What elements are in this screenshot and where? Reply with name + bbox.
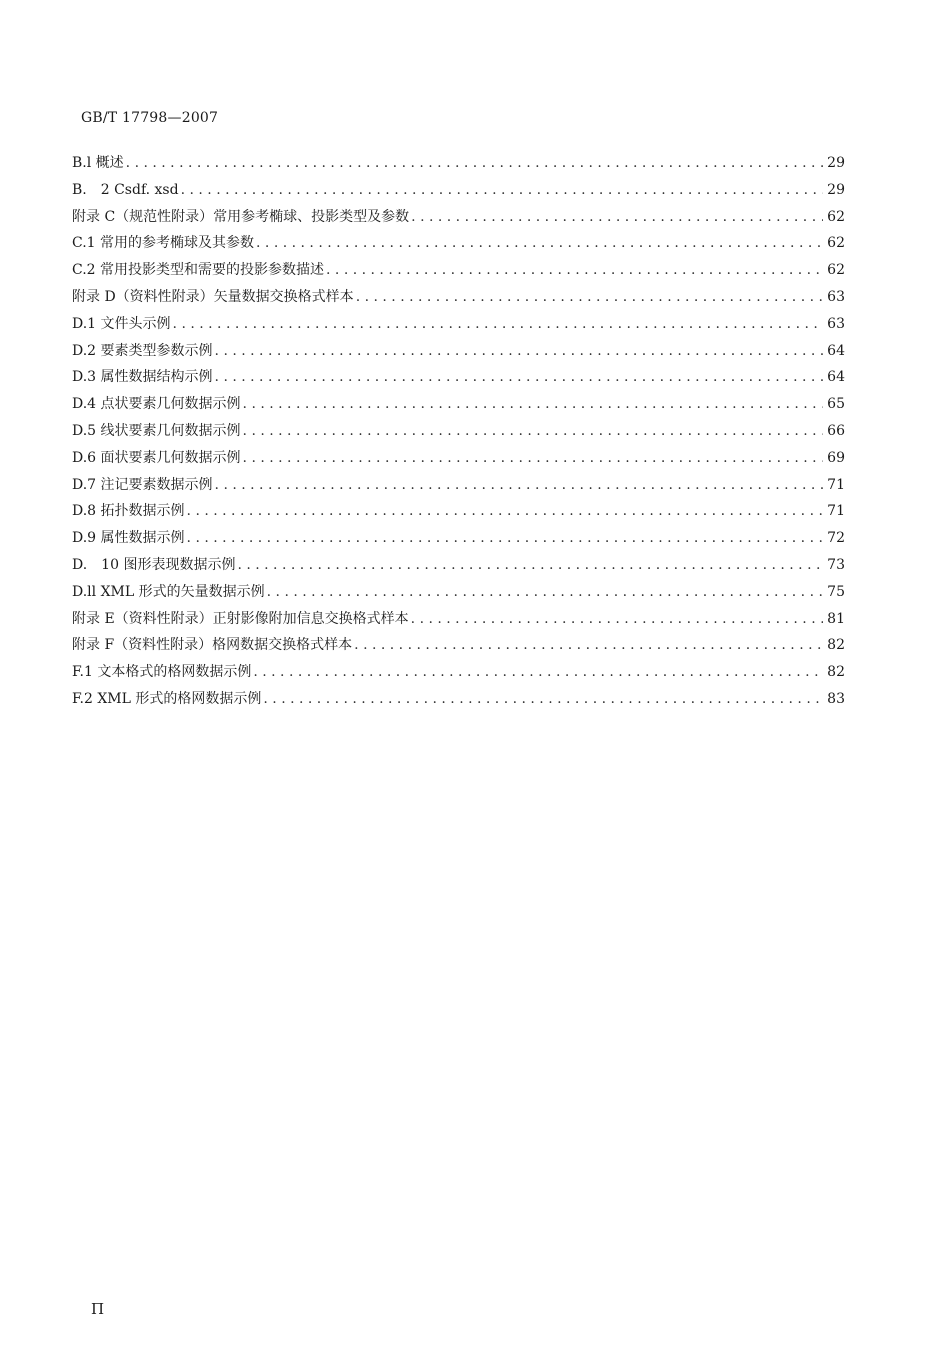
toc-entry-label: D.ll XML 形式的矢量数据示例 (72, 583, 265, 600)
table-of-contents (72, 152, 845, 715)
toc-leader-dots (354, 637, 823, 653)
document-code: GB/T 17798—2007 (81, 110, 219, 126)
toc-entry-page: 82 (827, 637, 845, 654)
toc-entry-label: D.9 属性数据示例 (72, 530, 185, 547)
toc-entry[interactable] (72, 527, 845, 554)
toc-entry[interactable] (72, 152, 845, 179)
toc-entry-label: D. 10 图形表现数据示例 (72, 556, 236, 573)
toc-entry[interactable] (72, 500, 845, 527)
toc-entry-label: 附录 D（资料性附录）矢量数据交换格式样本 (72, 288, 354, 305)
toc-entry[interactable] (72, 206, 845, 233)
toc-entry[interactable] (72, 474, 845, 501)
toc-entry-page: 83 (827, 690, 845, 707)
toc-entry-page: 82 (827, 664, 845, 681)
toc-leader-dots (243, 396, 823, 412)
toc-entry[interactable] (72, 447, 845, 474)
toc-entry-page: 62 (827, 235, 845, 252)
toc-entry-page: 63 (827, 315, 845, 332)
toc-entry-page: 29 (827, 181, 845, 198)
page-number: Π (91, 1300, 105, 1318)
toc-entry-page: 65 (827, 396, 845, 413)
toc-entry-page: 64 (827, 342, 845, 359)
toc-leader-dots (411, 209, 823, 225)
toc-entry[interactable] (72, 313, 845, 340)
toc-entry-page: 72 (827, 530, 845, 547)
toc-leader-dots (356, 289, 823, 305)
toc-entry[interactable] (72, 634, 845, 661)
toc-entry[interactable] (72, 259, 845, 286)
toc-leader-dots (173, 316, 823, 332)
toc-entry-label: C.2 常用投影类型和需要的投影参数描述 (72, 262, 325, 279)
toc-entry-label: D.6 面状要素几何数据示例 (72, 449, 241, 466)
toc-entry-label: D.5 线状要素几何数据示例 (72, 422, 241, 439)
toc-entry-page: 62 (827, 262, 845, 279)
toc-leader-dots (215, 369, 823, 385)
toc-entry-page: 66 (827, 422, 845, 439)
toc-entry-label: D.1 文件头示例 (72, 315, 171, 332)
toc-entry[interactable] (72, 232, 845, 259)
toc-entry[interactable] (72, 286, 845, 313)
toc-entry-page: 29 (827, 155, 845, 171)
toc-entry-page: 69 (827, 449, 845, 466)
toc-leader-dots (237, 557, 823, 573)
toc-entry-label: D.7 注记要素数据示例 (72, 476, 213, 493)
toc-entry-page: 62 (827, 208, 845, 225)
toc-entry-label: D.3 属性数据结构示例 (72, 369, 213, 386)
toc-entry[interactable] (72, 179, 845, 206)
toc-entry-label: B. 2 Csdf. xsd (72, 181, 179, 198)
toc-entry[interactable] (72, 340, 845, 367)
toc-entry-label: 附录 C（规范性附录）常用参考椭球、投影类型及参数 (72, 208, 410, 225)
toc-entry-label: 附录 F（资料性附录）格网数据交换格式样本 (72, 637, 353, 654)
toc-entry-page: 64 (827, 369, 845, 386)
toc-entry-label: 附录 E（资料性附录）正射影像附加信息交换格式样本 (72, 610, 409, 627)
toc-leader-dots (126, 155, 823, 171)
toc-leader-dots (215, 343, 823, 359)
toc-entry[interactable] (72, 661, 845, 688)
toc-entry-page: 81 (827, 610, 845, 627)
toc-leader-dots (187, 530, 823, 546)
toc-leader-dots (181, 182, 823, 198)
toc-leader-dots (326, 262, 823, 278)
toc-entry[interactable] (72, 608, 845, 635)
toc-entry-label: D.8 拓扑数据示例 (72, 503, 185, 520)
toc-leader-dots (243, 423, 823, 439)
toc-leader-dots (243, 450, 823, 466)
toc-entry-page: 71 (827, 476, 845, 493)
toc-entry[interactable] (72, 366, 845, 393)
toc-entry-page: 71 (827, 503, 845, 520)
toc-leader-dots (256, 235, 823, 251)
toc-entry-page: 63 (827, 288, 845, 305)
toc-leader-dots (253, 664, 823, 680)
toc-leader-dots (187, 503, 823, 519)
toc-entry-label: F.1 文本格式的格网数据示例 (72, 664, 252, 681)
toc-entry-label: C.1 常用的参考椭球及其参数 (72, 235, 255, 252)
toc-leader-dots (267, 584, 823, 600)
toc-leader-dots (411, 611, 823, 627)
toc-leader-dots (263, 691, 823, 707)
toc-entry[interactable] (72, 581, 845, 608)
toc-entry[interactable] (72, 688, 845, 715)
toc-entry[interactable] (72, 420, 845, 447)
toc-leader-dots (215, 477, 823, 493)
toc-entry-label: B.l 概述 (72, 155, 124, 171)
toc-entry[interactable] (72, 554, 845, 581)
toc-entry[interactable] (72, 393, 845, 420)
toc-entry-label: F.2 XML 形式的格网数据示例 (72, 690, 262, 707)
toc-entry-page: 75 (827, 583, 845, 600)
toc-entry-page: 73 (827, 556, 845, 573)
toc-entry-label: D.4 点状要素几何数据示例 (72, 396, 241, 413)
toc-entry-label: D.2 要素类型参数示例 (72, 342, 213, 359)
